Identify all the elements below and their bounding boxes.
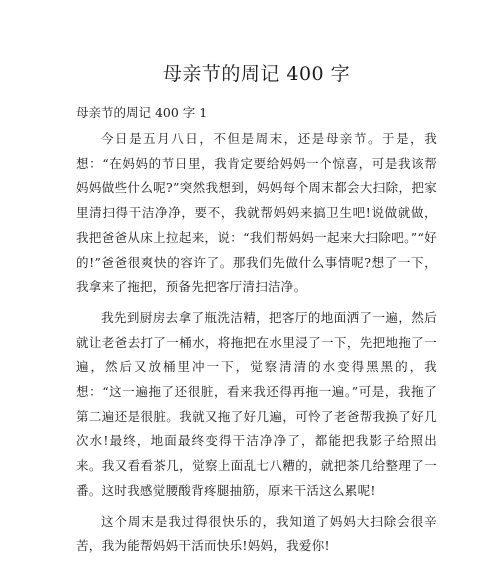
paragraph-1: 今日是五月八日，不但是周末，还是母亲节。于是，我想：“在妈妈的节日里，我肯定要给妈妈一个惊喜，可是我该帮妈妈做些什么呢?”突然我想到，妈妈每个周末都会大扫除，把家里清扫得干洁净净，要不，我就帮妈妈来搞卫生吧!说做就做，我把爸爸从床上拉起来，说：“我们帮妈妈一起来大扫除吧。”“好的!”爸爸很爽快的容许了。那我们先做什么事情呢?想了一下，我拿来了拖把，预备先把客厅清扫洁净。: [76, 131, 437, 295]
paragraph-2: 我先到厨房去拿了瓶洗洁精，把客厅的地面洒了一遍，然后就让老爸去打了一桶水，将拖把在水里浸了一下，先把地拖了一遍，然后又放桶里冲一下，觉察清清的水变得黑黑的，我想：“这一遍拖了还很脏，看来我还得再拖一遍。”可是，我拖了第二遍还是很脏。我就又拖了好几遍，可怜了老爸帮我换了好几次水!最终，地面最终变得干洁净净了，都能把我影子给照出来。我又看看茶几，觉察上面乱七八糟的，就把茶几给整理了一番。这时我感觉腰酸背疼腿抽筋，原来干活这么累呢!: [76, 309, 437, 498]
paragraph-3: 这个周末是我过得很快乐的，我知道了妈妈大扫除会很辛苦，我为能帮妈妈干活而快乐!妈妈，我爱你!: [76, 513, 437, 554]
document-title: 母亲节的周记 400 字: [162, 63, 351, 85]
document-subtitle: 母亲节的周记 400 字 1: [76, 105, 208, 120]
